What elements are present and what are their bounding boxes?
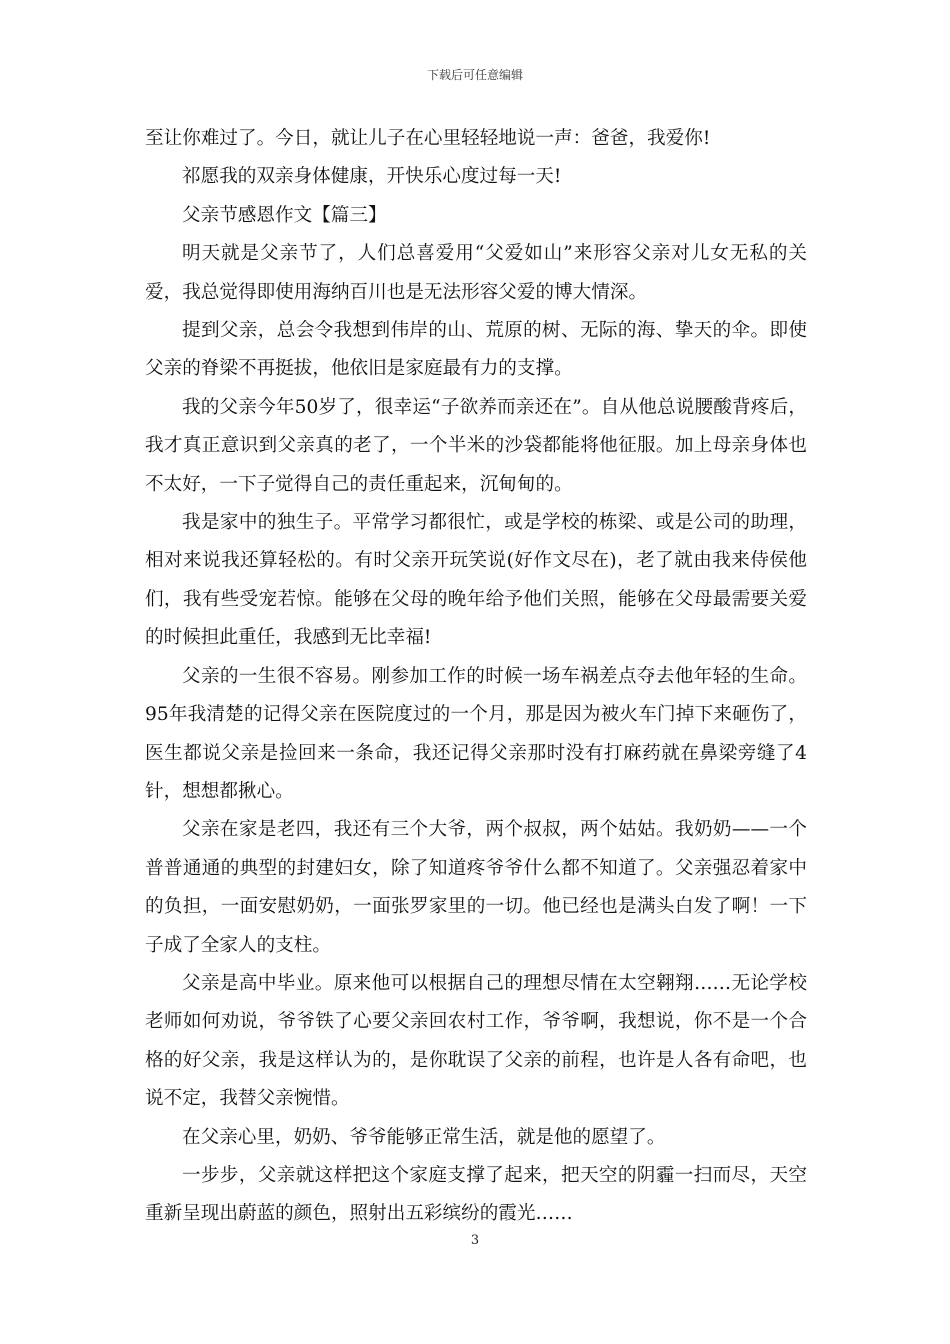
paragraph: 至让你难过了。今日，就让儿子在心里轻轻地说一声：爸爸，我爱你! bbox=[145, 128, 711, 149]
section-title: 父亲节感恩作文【篇三】 bbox=[182, 204, 387, 226]
paragraph: 明天就是父亲节了，人们总喜爱用“父爱如山”来形容父亲对儿女无私的关爱，我总觉得即使用海纳百川也是无法形容父爱的博大情深。 bbox=[145, 243, 807, 303]
paragraph: 提到父亲，总会令我想到伟岸的山、荒原的树、无际的海、挚天的伞。即使父亲的脊梁不再挺拔，他依旧是家庭最有力的支撑。 bbox=[145, 320, 807, 380]
paragraph: 我的父亲今年50岁了，很幸运“子欲养而亲还在”。自从他总说腰酸背疼后，我才真正意识到父亲真的老了，一个半米的沙袋都能将他征服。加上母亲身体也不太好，一下子觉得自己的责任重起来，沉甸甸的。 bbox=[145, 396, 807, 495]
paragraph: 父亲在家是老四，我还有三个大爷，两个叔叔，两个姑姑。我奶奶——一个普普通通的典型的封建妇女，除了知道疼爷爷什么都不知道了。父亲强忍着家中的负担，一面安慰奶奶，一面张罗家里的一切。他已经也是满头白发了啊！一下子成了全家人的支柱。 bbox=[145, 819, 807, 956]
paragraph: 父亲的一生很不容易。刚参加工作的时候一场车祸差点夺去他年轻的生命。95年我清楚的记得父亲在医院度过的一个月，那是因为被火车门掉下来砸伤了，医生都说父亲是捡回来一条命，我还记得父亲那时没有打麻药就在鼻梁旁缝了4针，想想都揪心。 bbox=[145, 665, 807, 802]
page-header: 下载后可任意编辑 bbox=[426, 68, 523, 82]
page-number: 3 bbox=[470, 1233, 480, 1248]
paragraph: 我是家中的独生子。平常学习都很忙，或是学校的栋梁、或是公司的助理，相对来说我还算轻松的。有时父亲开玩笑说(好作文尽在)，老了就由我来侍侯他们，我有些受宠若惊。能够在父母的晚年给予他们关照，能够在父母最需要关爱的时候担此重任，我感到无比幸福! bbox=[145, 512, 807, 649]
paragraph: 祁愿我的双亲身体健康，开快乐心度过每一天! bbox=[182, 166, 562, 188]
paragraph: 父亲是高中毕业。原来他可以根据自己的理想尽情在太空翱翔……无论学校老师如何劝说，爷爷铁了心要父亲回农村工作，爷爷啊，我想说，你不是一个合格的好父亲，我是这样认为的，是你耽误了父亲的前程，也许是人各有命吧，也说不定，我替父亲惋惜。 bbox=[145, 972, 807, 1110]
paragraph: 在父亲心里，奶奶、爷爷能够正常生活，就是他的愿望了。 bbox=[182, 1126, 666, 1148]
paragraph: 一步步，父亲就这样把这个家庭支撑了起来，把天空的阴霾一扫而尽，天空重新呈现出蔚蓝的颜色，照射出五彩缤纷的霞光…… bbox=[145, 1164, 807, 1225]
document-body bbox=[145, 120, 807, 1234]
